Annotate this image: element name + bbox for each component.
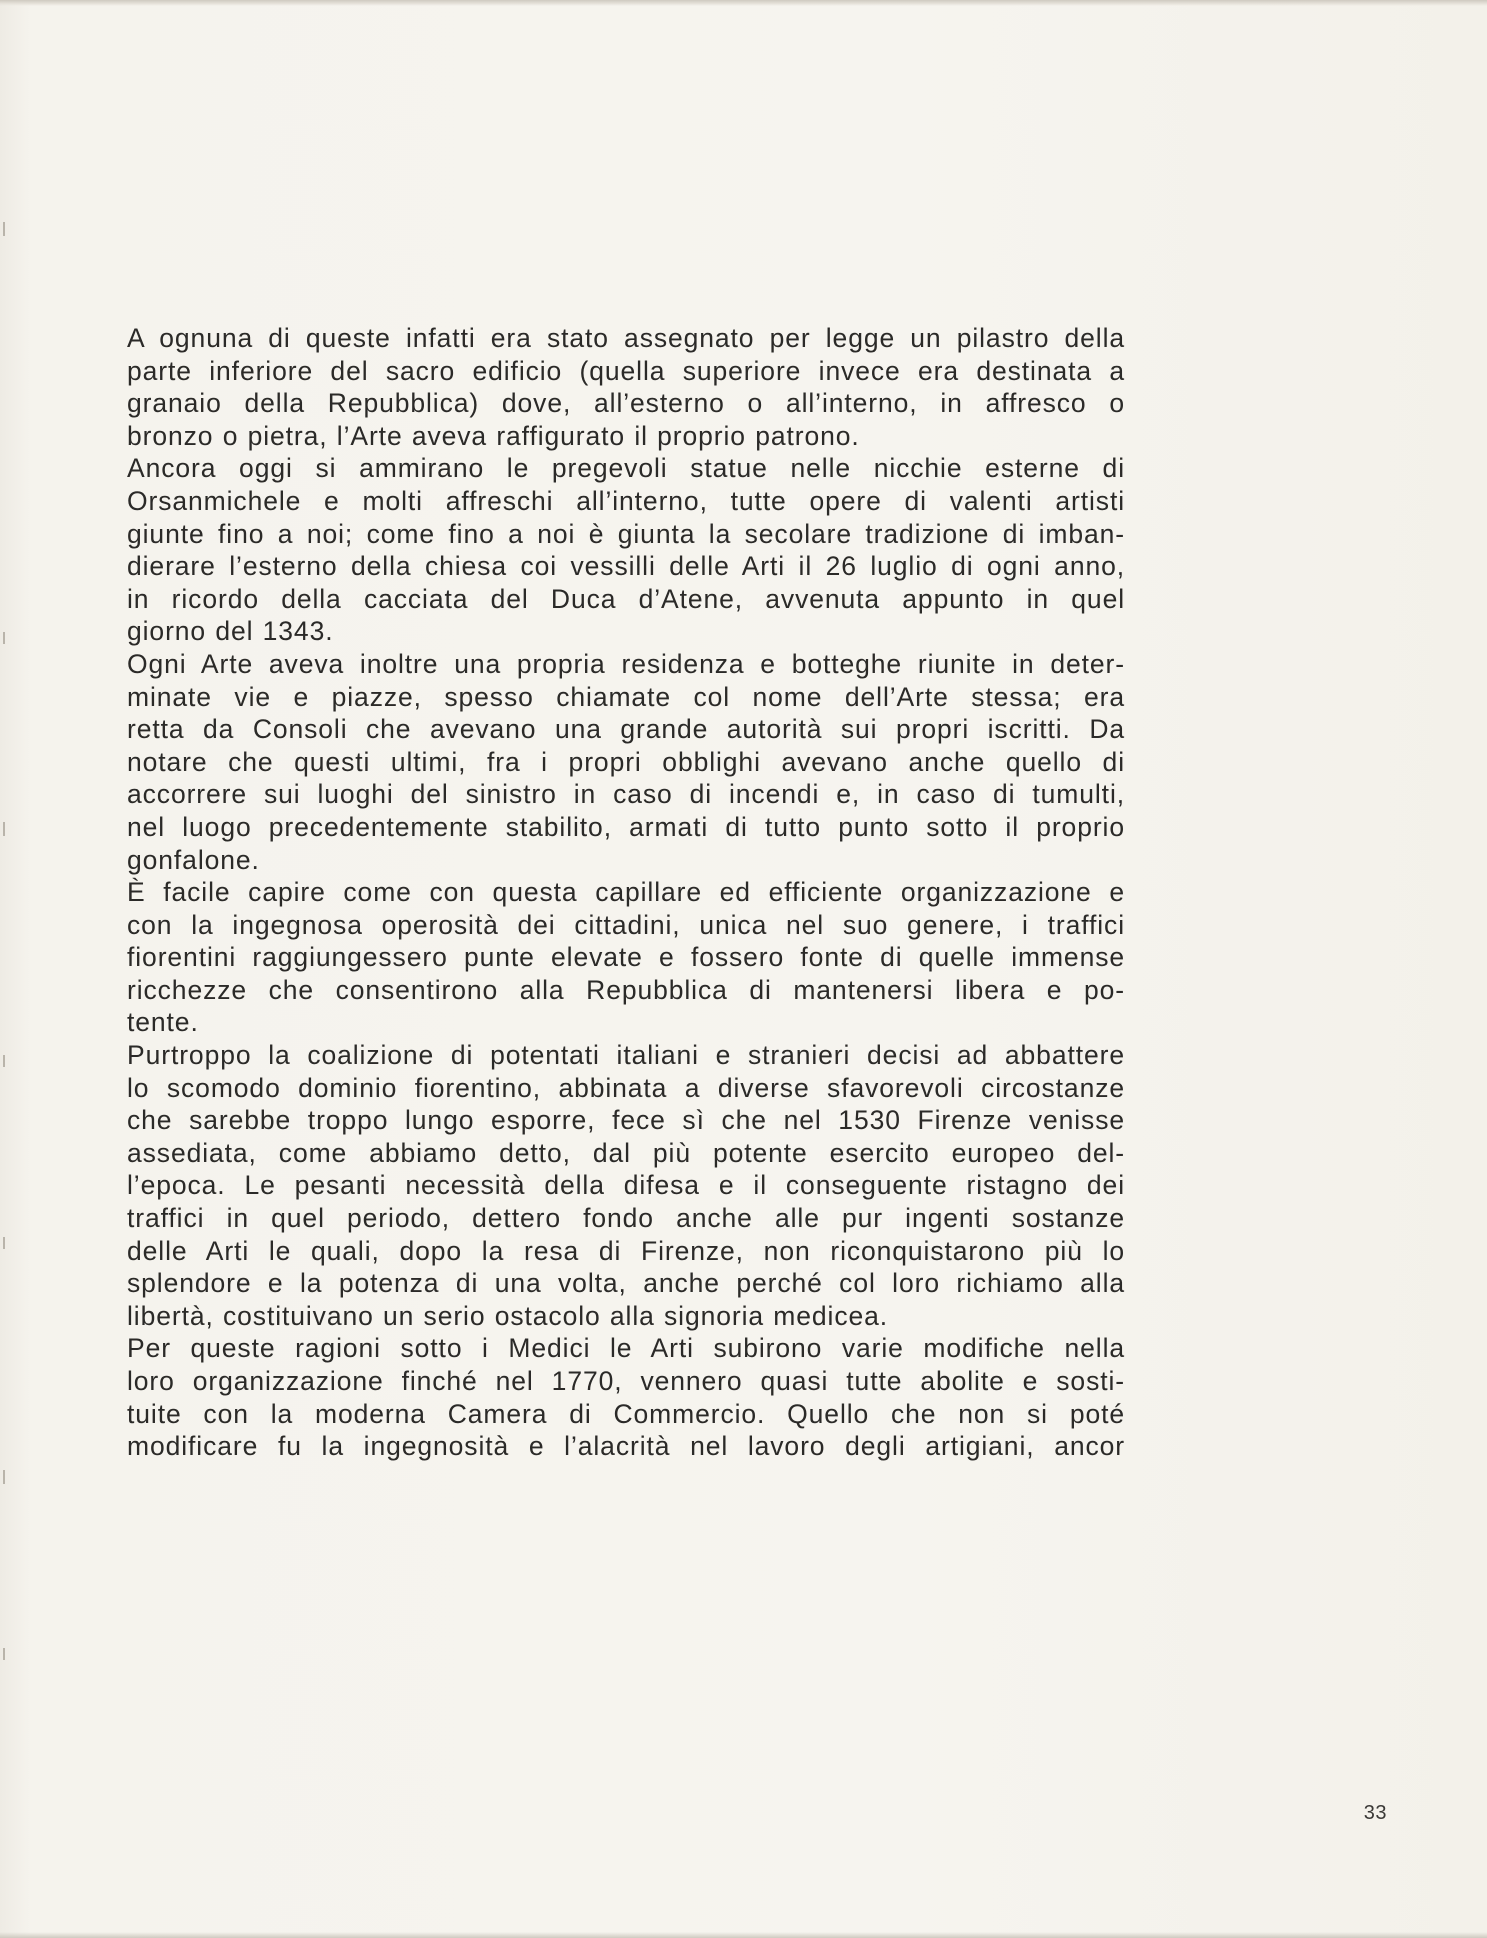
text-line: tente. — [127, 1007, 199, 1038]
text-line: con la ingegnosa operosità dei cittadini, unica nel suo genere, i traffici — [127, 909, 1125, 940]
text-line: in ricordo della cacciata del Duca d’Atene, avvenuta appunto in quel — [127, 583, 1125, 614]
page-bottom-edge — [0, 1932, 1487, 1938]
binding-mark — [3, 1237, 5, 1249]
binding-mark — [3, 1470, 5, 1484]
text-line: loro organizzazione finché nel 1770, vennero quasi tutte abolite e sosti- — [127, 1366, 1125, 1396]
text-line: assediata, come abbiamo detto, dal più potente esercito europeo del- — [127, 1137, 1125, 1168]
text-line: libertà, costituivano un serio ostacolo alla signoria medicea. — [127, 1300, 889, 1331]
text-line: Orsanmichele e molti affreschi all’interno, tutte opere di valenti artisti — [127, 485, 1125, 516]
binding-mark — [3, 1648, 5, 1660]
text-line: fiorentini raggiungessero punte elevate e fossero fonte di quelle immense — [127, 942, 1125, 973]
text-line: Ancora oggi si ammirano le pregevoli statue nelle nicchie esterne di — [127, 453, 1125, 484]
text-line: parte inferiore del sacro edificio (quella superiore invece era destinata a — [127, 355, 1125, 386]
binding-mark — [3, 632, 5, 644]
binding-mark — [3, 1055, 5, 1067]
text-line: retta da Consoli che avevano una grande autorità sui propri iscritti. Da — [127, 714, 1125, 745]
text-line: accorrere sui luoghi del sinistro in caso di incendi e, in caso di tumulti, — [127, 779, 1125, 810]
page-number: 33 — [1363, 1802, 1387, 1824]
text-line: delle Arti le quali, dopo la resa di Firenze, non riconquistarono più lo — [127, 1235, 1125, 1266]
text-line: giorno del 1343. — [127, 616, 334, 647]
text-line: modificare fu la ingegnosità e l’alacrità nel lavoro degli artigiani, ancor — [127, 1431, 1125, 1462]
text-line: lo scomodo dominio fiorentino, abbinata a diverse sfavorevoli circostanze — [127, 1072, 1125, 1103]
text-line: È facile capire come con questa capillare ed efficiente organizzazione e — [127, 877, 1125, 908]
text-line: l’epoca. Le pesanti necessità della difesa e il conseguente ristagno dei — [127, 1170, 1125, 1201]
binding-mark — [3, 822, 5, 836]
text-line: Ogni Arte aveva inoltre una propria residenza e botteghe riunite in deter- — [127, 648, 1125, 679]
text-line: tuite con la moderna Camera di Commercio. Quello che non si poté — [127, 1398, 1125, 1429]
text-line: notare che questi ultimi, fra i propri obblighi avevano anche quello di — [127, 746, 1125, 777]
text-line: splendore e la potenza di una volta, anche perché col loro richiamo alla — [127, 1268, 1125, 1299]
text-line: dierare l’esterno della chiesa coi vessilli delle Arti il 26 luglio di ogni anno, — [127, 551, 1125, 582]
text-line: bronzo o pietra, l’Arte aveva raffigurato il proprio patrono. — [127, 420, 860, 451]
text-line: Per queste ragioni sotto i Medici le Arti subirono varie modifiche nella — [127, 1333, 1125, 1364]
body-text — [127, 322, 1125, 1463]
text-line: A ognuna di queste infatti era stato assegnato per legge un pilastro della — [127, 323, 1125, 353]
text-line: minate vie e piazze, spesso chiamate col nome dell’Arte stessa; era — [127, 681, 1125, 712]
text-line: che sarebbe troppo lungo esporre, fece sì che nel 1530 Firenze venisse — [127, 1105, 1125, 1136]
binding-mark — [3, 222, 5, 236]
text-line: ricchezze che consentirono alla Repubblica di mantenersi libera e po- — [127, 974, 1125, 1005]
text-line: Purtroppo la coalizione di potentati italiani e stranieri decisi ad abbattere — [127, 1040, 1125, 1071]
text-line: gonfalone. — [127, 844, 260, 875]
text-line: nel luogo precedentemente stabilito, armati di tutto punto sotto il proprio — [127, 811, 1125, 842]
text-line: granaio della Repubblica) dove, all’esterno o all’interno, in affresco o — [127, 388, 1125, 419]
text-line: traffici in quel periodo, dettero fondo anche alle pur ingenti sostanze — [127, 1203, 1125, 1234]
text-line: giunte fino a noi; come fino a noi è giunta la secolare tradizione di imban- — [127, 518, 1125, 549]
page-top-edge — [0, 0, 1487, 6]
